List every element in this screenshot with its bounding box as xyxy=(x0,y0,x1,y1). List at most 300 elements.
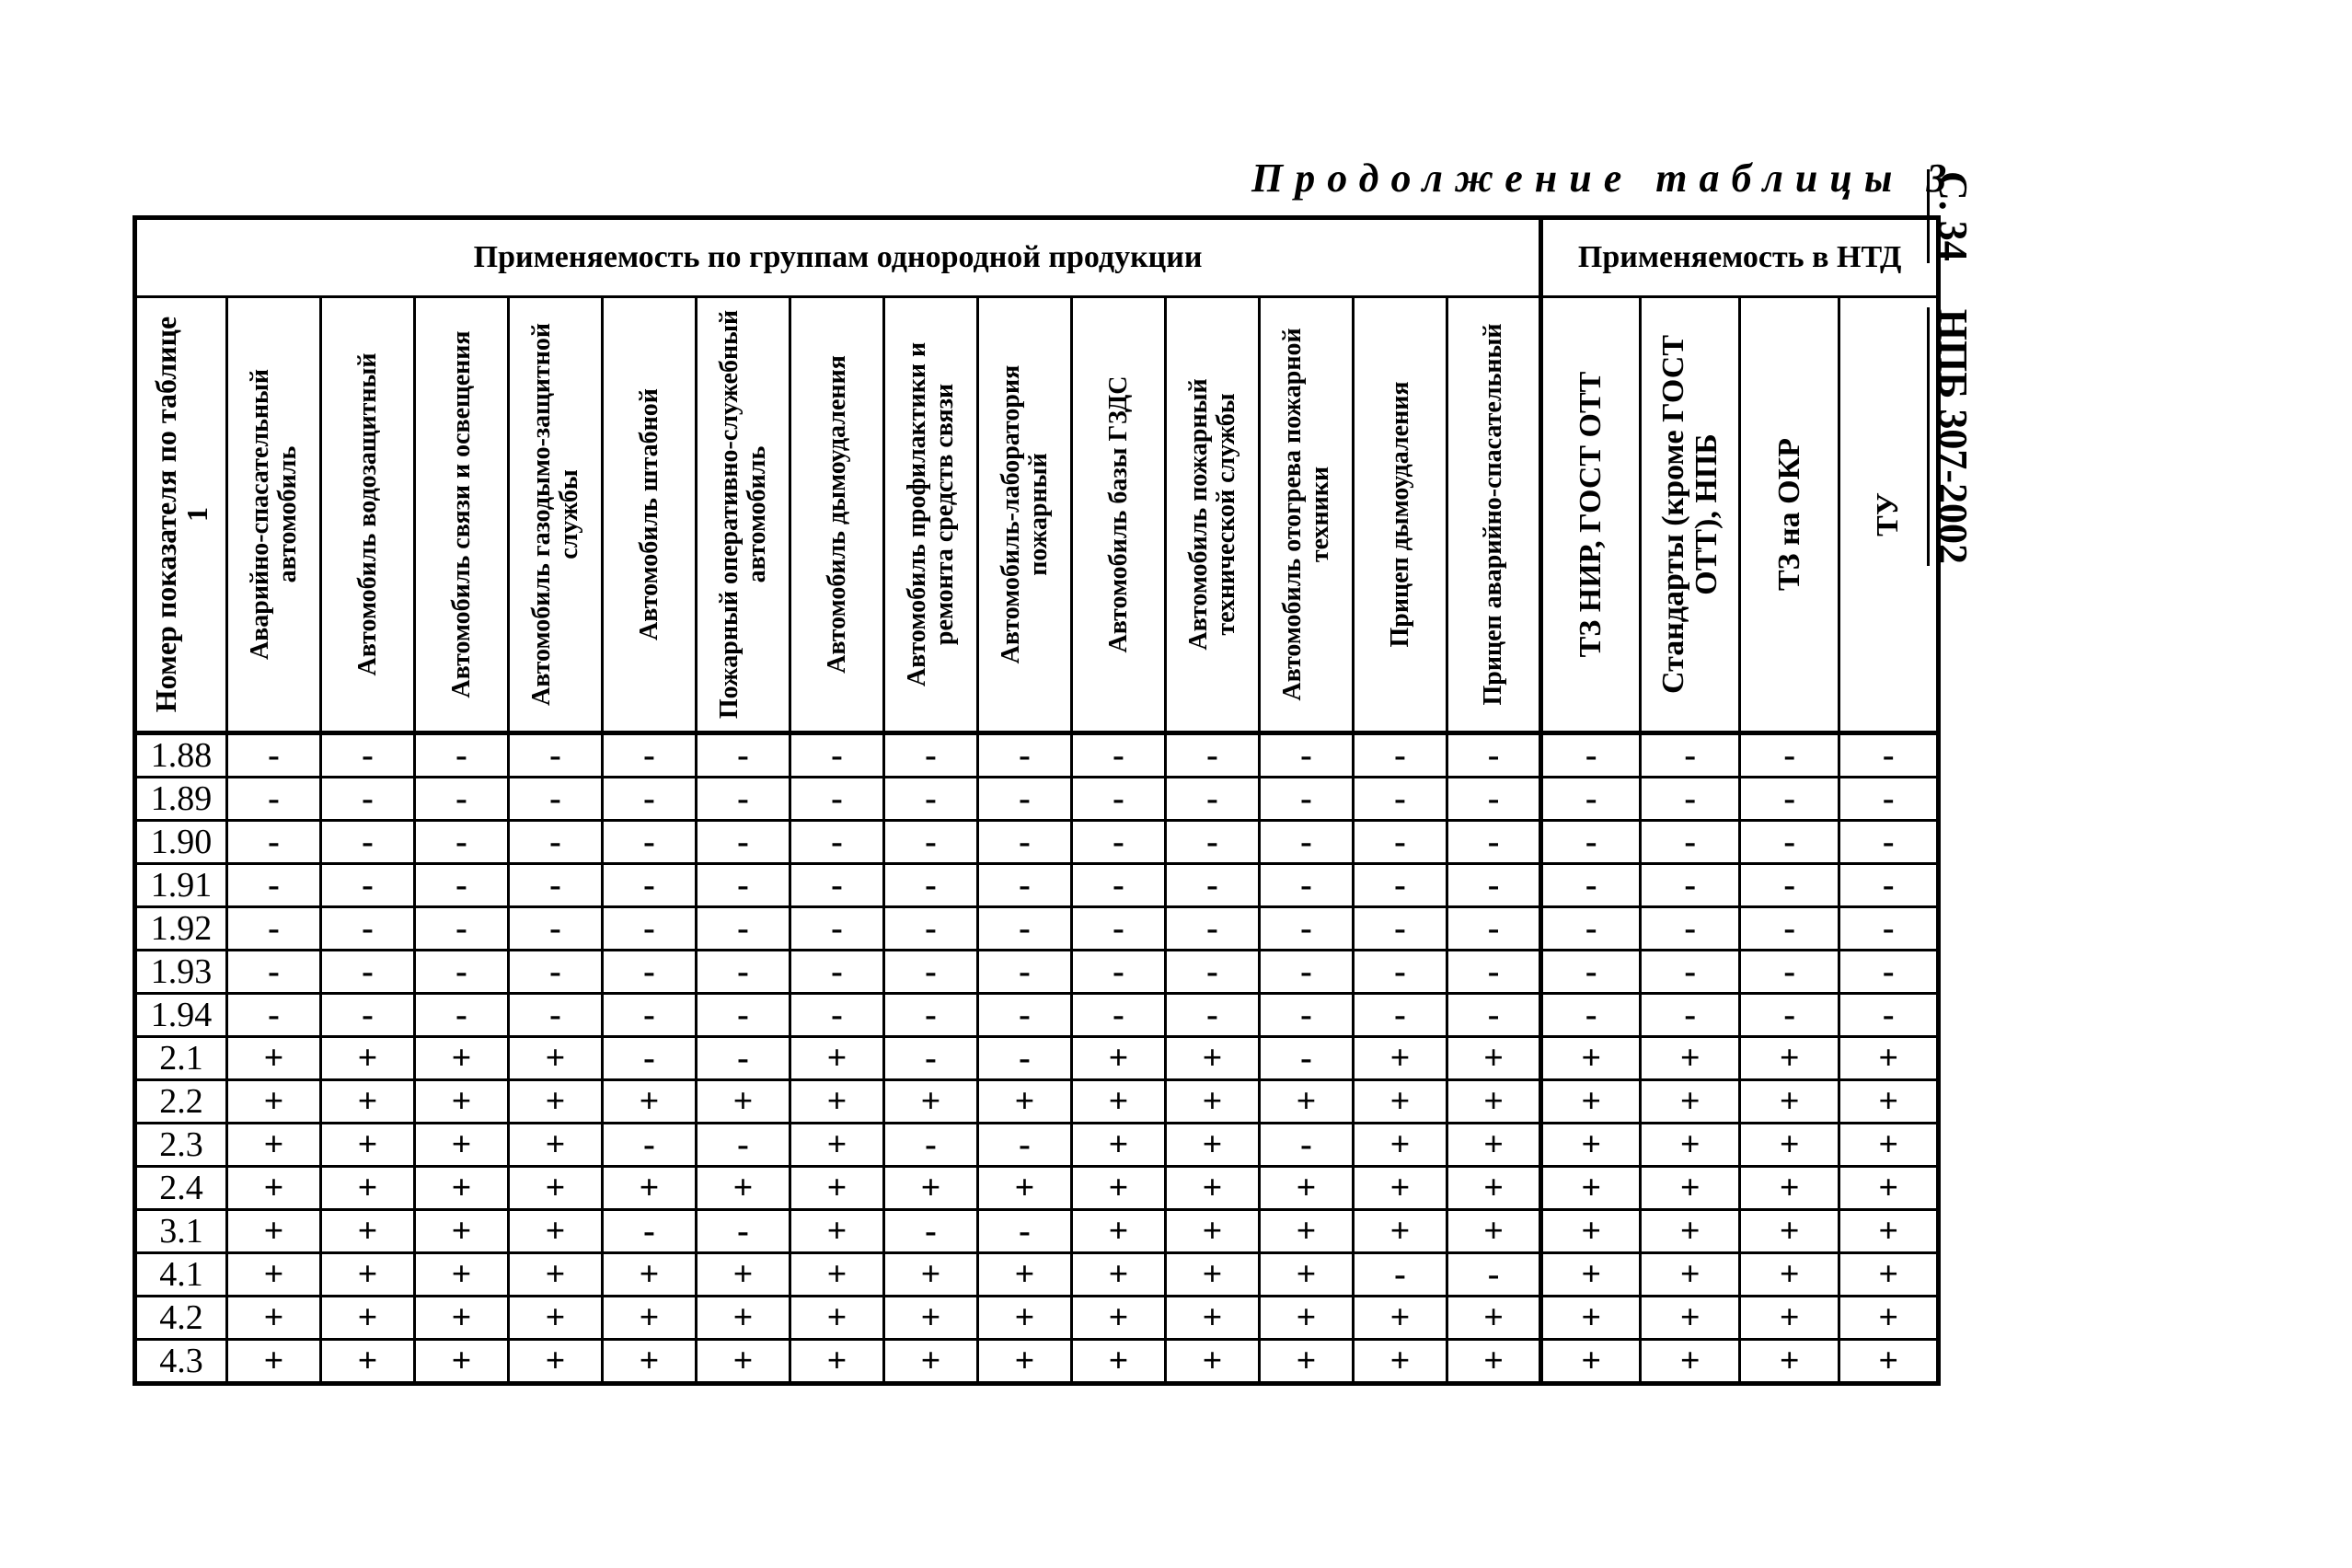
table-row xyxy=(135,1080,1939,1124)
column-header-label: Прицеп дымоудаления xyxy=(1385,381,1414,648)
applicability-cell: - xyxy=(978,1210,1072,1253)
applicability-cell: + xyxy=(1740,1340,1839,1384)
applicability-cell: + xyxy=(1260,1297,1354,1340)
applicability-cell: + xyxy=(1166,1080,1260,1124)
applicability-cell: + xyxy=(415,1167,509,1210)
applicability-cell: + xyxy=(321,1253,415,1297)
applicability-cell: - xyxy=(790,951,884,994)
applicability-cell: - xyxy=(1641,778,1740,821)
applicability-cell: + xyxy=(415,1210,509,1253)
applicability-cell: - xyxy=(978,864,1072,907)
column-header xyxy=(1166,297,1260,733)
applicability-cell: - xyxy=(790,994,884,1037)
applicability-cell: - xyxy=(1641,733,1740,778)
applicability-cell: - xyxy=(1641,994,1740,1037)
applicability-cell: - xyxy=(321,733,415,778)
applicability-cell: + xyxy=(1072,1167,1166,1210)
applicability-cell: - xyxy=(603,907,697,951)
applicability-cell: + xyxy=(227,1080,321,1124)
applicability-cell: + xyxy=(790,1253,884,1297)
applicability-cell: - xyxy=(697,994,790,1037)
applicability-cell: - xyxy=(603,821,697,864)
applicability-cell: - xyxy=(884,907,978,951)
applicability-cell: - xyxy=(1260,951,1354,994)
indicator-number: 4.2 xyxy=(135,1297,227,1340)
applicability-cell: - xyxy=(978,733,1072,778)
applicability-cell: - xyxy=(1541,821,1641,864)
applicability-cell: + xyxy=(509,1167,603,1210)
applicability-cell: + xyxy=(1354,1124,1447,1167)
applicability-cell: - xyxy=(603,994,697,1037)
indicator-number: 2.3 xyxy=(135,1124,227,1167)
applicability-cell: + xyxy=(1839,1080,1939,1124)
applicability-cell: - xyxy=(1354,907,1447,951)
applicability-cell: + xyxy=(1447,1210,1541,1253)
applicability-cell: + xyxy=(978,1167,1072,1210)
applicability-cell: + xyxy=(1541,1124,1641,1167)
applicability-cell: + xyxy=(697,1080,790,1124)
applicability-cell: - xyxy=(697,951,790,994)
applicability-cell: + xyxy=(978,1340,1072,1384)
applicability-cell: + xyxy=(415,1253,509,1297)
applicability-cell: - xyxy=(1740,733,1839,778)
applicability-cell: + xyxy=(978,1253,1072,1297)
applicability-cell: + xyxy=(415,1340,509,1384)
applicability-cell: - xyxy=(978,1037,1072,1080)
applicability-cell: - xyxy=(1541,994,1641,1037)
applicability-cell: + xyxy=(1740,1124,1839,1167)
applicability-cell: + xyxy=(603,1253,697,1297)
applicability-cell: + xyxy=(978,1297,1072,1340)
applicability-cell: - xyxy=(227,821,321,864)
applicability-cell: - xyxy=(1354,994,1447,1037)
column-header xyxy=(509,297,603,733)
applicability-cell: - xyxy=(1072,864,1166,907)
table-row xyxy=(135,1297,1939,1340)
column-header-label: Автомобиль штабной xyxy=(634,388,663,640)
applicability-cell: + xyxy=(1072,1080,1166,1124)
applicability-cell: - xyxy=(415,994,509,1037)
column-header-row xyxy=(135,297,1939,733)
applicability-cell: - xyxy=(978,821,1072,864)
applicability-cell: - xyxy=(415,778,509,821)
column-header-label: Номер показателя по таблице 1 xyxy=(149,316,213,713)
applicability-cell: - xyxy=(697,864,790,907)
column-header xyxy=(135,297,227,733)
applicability-cell: + xyxy=(884,1340,978,1384)
table-row xyxy=(135,1253,1939,1297)
applicability-cell: - xyxy=(1072,778,1166,821)
applicability-cell: - xyxy=(1166,907,1260,951)
table-row xyxy=(135,733,1939,778)
applicability-cell: - xyxy=(1641,951,1740,994)
applicability-cell: - xyxy=(415,733,509,778)
column-header xyxy=(1740,297,1839,733)
column-header-label: Прицеп аварийно-спасательный xyxy=(1479,323,1508,706)
applicability-cell: - xyxy=(321,994,415,1037)
applicability-cell: - xyxy=(1072,994,1166,1037)
applicability-cell: - xyxy=(603,778,697,821)
applicability-cell: + xyxy=(1072,1037,1166,1080)
applicability-cell: - xyxy=(1447,994,1541,1037)
applicability-cell: - xyxy=(1541,778,1641,821)
applicability-cell: + xyxy=(1072,1253,1166,1297)
column-header-label: Автомобиль связи и освещения xyxy=(446,330,476,698)
applicability-cell: - xyxy=(1839,778,1939,821)
applicability-cell: - xyxy=(1166,821,1260,864)
applicability-cell: - xyxy=(884,994,978,1037)
applicability-cell: + xyxy=(1354,1080,1447,1124)
applicability-cell: + xyxy=(884,1167,978,1210)
applicability-cell: - xyxy=(697,1037,790,1080)
column-header-label: Автомобиль дымоудаления xyxy=(822,355,851,674)
applicability-cell: - xyxy=(978,994,1072,1037)
applicability-cell: + xyxy=(790,1167,884,1210)
column-header-label: Аварийно-спасательный автомобиль xyxy=(245,368,302,661)
applicability-cell: - xyxy=(1541,951,1641,994)
applicability-table xyxy=(133,215,1941,1386)
indicator-number: 2.2 xyxy=(135,1080,227,1124)
applicability-cell: + xyxy=(884,1297,978,1340)
column-header-label: ТЗ НИР, ГОСТ ОТТ xyxy=(1574,371,1608,658)
column-header xyxy=(697,297,790,733)
applicability-cell: - xyxy=(1354,733,1447,778)
applicability-cell: - xyxy=(1166,951,1260,994)
applicability-cell: + xyxy=(1166,1210,1260,1253)
applicability-cell: - xyxy=(790,733,884,778)
applicability-cell: + xyxy=(1740,1210,1839,1253)
column-header xyxy=(884,297,978,733)
applicability-cell: - xyxy=(1260,1037,1354,1080)
applicability-cell: - xyxy=(1541,907,1641,951)
column-header-label: Автомобиль отогрева пожарной техники xyxy=(1277,328,1334,701)
applicability-cell: - xyxy=(1260,733,1354,778)
applicability-cell: + xyxy=(1641,1167,1740,1210)
applicability-cell: - xyxy=(603,1210,697,1253)
applicability-cell: - xyxy=(1541,733,1641,778)
applicability-cell: - xyxy=(1072,951,1166,994)
applicability-cell: - xyxy=(1166,864,1260,907)
applicability-cell: - xyxy=(509,994,603,1037)
applicability-cell: - xyxy=(978,951,1072,994)
table-row xyxy=(135,1124,1939,1167)
applicability-cell: - xyxy=(227,864,321,907)
applicability-cell: + xyxy=(790,1080,884,1124)
applicability-cell: - xyxy=(884,1037,978,1080)
indicator-number: 1.91 xyxy=(135,864,227,907)
indicator-number: 1.94 xyxy=(135,994,227,1037)
applicability-cell: + xyxy=(1740,1253,1839,1297)
column-header xyxy=(790,297,884,733)
applicability-cell: - xyxy=(603,1037,697,1080)
applicability-cell: + xyxy=(321,1297,415,1340)
indicator-number: 1.88 xyxy=(135,733,227,778)
applicability-cell: + xyxy=(1166,1167,1260,1210)
applicability-cell: + xyxy=(1354,1167,1447,1210)
applicability-cell: + xyxy=(1541,1253,1641,1297)
applicability-cell: - xyxy=(509,951,603,994)
applicability-cell: + xyxy=(790,1037,884,1080)
applicability-cell: - xyxy=(1740,951,1839,994)
applicability-cell: + xyxy=(509,1297,603,1340)
applicability-cell: + xyxy=(603,1297,697,1340)
column-header xyxy=(227,297,321,733)
applicability-cell: + xyxy=(1740,1297,1839,1340)
applicability-cell: + xyxy=(1641,1124,1740,1167)
applicability-cell: - xyxy=(790,778,884,821)
applicability-cell: - xyxy=(1447,1253,1541,1297)
applicability-cell: + xyxy=(884,1253,978,1297)
applicability-cell: + xyxy=(1447,1167,1541,1210)
applicability-cell: - xyxy=(1166,778,1260,821)
column-header-label: Автомобиль профилактики и ремонта средств связи xyxy=(902,341,959,687)
applicability-cell: - xyxy=(1447,733,1541,778)
indicator-number: 1.90 xyxy=(135,821,227,864)
indicator-number: 1.93 xyxy=(135,951,227,994)
applicability-cell: - xyxy=(321,951,415,994)
applicability-cell: + xyxy=(697,1297,790,1340)
indicator-number: 4.1 xyxy=(135,1253,227,1297)
applicability-cell: - xyxy=(697,1210,790,1253)
table-row xyxy=(135,1167,1939,1210)
applicability-cell: + xyxy=(321,1080,415,1124)
column-header xyxy=(415,297,509,733)
applicability-cell: + xyxy=(1839,1167,1939,1210)
applicability-cell: - xyxy=(1740,907,1839,951)
applicability-cell: + xyxy=(1072,1297,1166,1340)
applicability-cell: - xyxy=(978,1124,1072,1167)
applicability-cell: + xyxy=(1641,1297,1740,1340)
table-row xyxy=(135,778,1939,821)
applicability-cell: - xyxy=(1072,733,1166,778)
applicability-cell: - xyxy=(509,907,603,951)
indicator-number: 3.1 xyxy=(135,1210,227,1253)
applicability-cell: - xyxy=(509,821,603,864)
table-row xyxy=(135,1210,1939,1253)
applicability-cell: - xyxy=(884,821,978,864)
applicability-cell: - xyxy=(790,864,884,907)
applicability-cell: + xyxy=(697,1340,790,1384)
applicability-cell: + xyxy=(1447,1340,1541,1384)
applicability-cell: - xyxy=(1072,821,1166,864)
applicability-cell: + xyxy=(509,1037,603,1080)
column-header xyxy=(1447,297,1541,733)
applicability-cell: + xyxy=(1354,1297,1447,1340)
applicability-cell: + xyxy=(1740,1037,1839,1080)
column-header xyxy=(1260,297,1354,733)
table-caption: Продолжение таблицы 3 xyxy=(1251,156,1959,201)
applicability-cell: + xyxy=(1541,1210,1641,1253)
applicability-cell: - xyxy=(1641,907,1740,951)
applicability-cell: - xyxy=(1839,864,1939,907)
applicability-cell: + xyxy=(790,1297,884,1340)
applicability-cell: + xyxy=(1072,1340,1166,1384)
applicability-cell: - xyxy=(1641,821,1740,864)
applicability-cell: - xyxy=(1260,778,1354,821)
applicability-cell: + xyxy=(1541,1297,1641,1340)
applicability-cell: + xyxy=(227,1253,321,1297)
applicability-cell: + xyxy=(1740,1167,1839,1210)
applicability-cell: + xyxy=(227,1210,321,1253)
applicability-cell: + xyxy=(603,1340,697,1384)
applicability-cell: - xyxy=(978,907,1072,951)
column-header-label: Автомобиль пожарный технической службы xyxy=(1183,378,1240,651)
applicability-cell: + xyxy=(321,1340,415,1384)
applicability-cell: - xyxy=(884,778,978,821)
applicability-cell: + xyxy=(415,1037,509,1080)
applicability-cell: - xyxy=(415,864,509,907)
applicability-cell: + xyxy=(1641,1080,1740,1124)
applicability-cell: + xyxy=(509,1210,603,1253)
applicability-cell: + xyxy=(1260,1253,1354,1297)
applicability-cell: + xyxy=(978,1080,1072,1124)
applicability-cell: + xyxy=(227,1124,321,1167)
applicability-cell: + xyxy=(227,1167,321,1210)
page-number: С. 34 xyxy=(1927,169,1977,263)
applicability-cell: + xyxy=(1641,1037,1740,1080)
applicability-cell: + xyxy=(321,1210,415,1253)
column-header xyxy=(1354,297,1447,733)
applicability-cell: + xyxy=(1447,1297,1541,1340)
applicability-cell: + xyxy=(321,1167,415,1210)
applicability-cell: + xyxy=(1641,1253,1740,1297)
applicability-cell: - xyxy=(1260,994,1354,1037)
applicability-cell: - xyxy=(509,864,603,907)
applicability-cell: + xyxy=(1260,1080,1354,1124)
applicability-cell: + xyxy=(227,1037,321,1080)
applicability-cell: + xyxy=(790,1124,884,1167)
applicability-cell: + xyxy=(1072,1124,1166,1167)
applicability-cell: - xyxy=(1839,821,1939,864)
table-row xyxy=(135,1037,1939,1080)
table-row xyxy=(135,1340,1939,1384)
table-row xyxy=(135,951,1939,994)
indicator-number: 2.1 xyxy=(135,1037,227,1080)
applicability-cell: - xyxy=(790,821,884,864)
applicability-cell: - xyxy=(1447,821,1541,864)
applicability-cell: - xyxy=(1839,994,1939,1037)
applicability-cell: + xyxy=(1260,1340,1354,1384)
applicability-cell: + xyxy=(415,1297,509,1340)
applicability-cell: - xyxy=(790,907,884,951)
column-header-label: Автомобиль базы ГЗДС xyxy=(1103,375,1133,653)
applicability-cell: - xyxy=(1447,951,1541,994)
column-header-label: Автомобиль-лаборатория пожарный xyxy=(996,364,1053,664)
applicability-cell: + xyxy=(1166,1297,1260,1340)
applicability-cell: - xyxy=(415,907,509,951)
applicability-cell: - xyxy=(415,821,509,864)
applicability-cell: + xyxy=(1839,1340,1939,1384)
indicator-number: 4.3 xyxy=(135,1340,227,1384)
group-header-products: Применяемость по группам однородной продукции xyxy=(135,218,1541,297)
applicability-cell: - xyxy=(1447,864,1541,907)
applicability-cell: - xyxy=(509,778,603,821)
applicability-cell: + xyxy=(697,1167,790,1210)
applicability-cell: - xyxy=(1839,951,1939,994)
applicability-cell: - xyxy=(1740,994,1839,1037)
applicability-cell: - xyxy=(1447,907,1541,951)
applicability-cell: - xyxy=(697,1124,790,1167)
applicability-cell: + xyxy=(1166,1253,1260,1297)
applicability-cell: + xyxy=(1354,1340,1447,1384)
applicability-cell: - xyxy=(227,994,321,1037)
column-header xyxy=(603,297,697,733)
applicability-cell: - xyxy=(321,864,415,907)
applicability-cell: + xyxy=(1541,1167,1641,1210)
column-header xyxy=(1839,297,1939,733)
applicability-cell: - xyxy=(1354,864,1447,907)
group-header-ntd: Применяемость в НТД xyxy=(1541,218,1939,297)
applicability-cell: + xyxy=(509,1253,603,1297)
applicability-cell: + xyxy=(1447,1124,1541,1167)
applicability-cell: - xyxy=(697,733,790,778)
applicability-cell: + xyxy=(1354,1210,1447,1253)
applicability-cell: - xyxy=(1541,864,1641,907)
applicability-cell: - xyxy=(1260,1124,1354,1167)
applicability-cell: - xyxy=(1839,733,1939,778)
applicability-cell: - xyxy=(227,778,321,821)
applicability-cell: + xyxy=(1541,1037,1641,1080)
applicability-cell: + xyxy=(1354,1037,1447,1080)
applicability-cell: - xyxy=(1354,821,1447,864)
applicability-cell: - xyxy=(1260,907,1354,951)
applicability-cell: - xyxy=(321,821,415,864)
applicability-cell: + xyxy=(1447,1037,1541,1080)
table-row xyxy=(135,821,1939,864)
column-header-label: Пожарный оперативно-служебный автомобиль xyxy=(714,309,771,720)
applicability-cell: - xyxy=(884,951,978,994)
applicability-cell: - xyxy=(603,864,697,907)
applicability-cell: - xyxy=(1072,907,1166,951)
applicability-cell: - xyxy=(1354,1253,1447,1297)
applicability-cell: - xyxy=(1166,733,1260,778)
applicability-cell: + xyxy=(1839,1297,1939,1340)
applicability-cell: + xyxy=(790,1210,884,1253)
applicability-cell: - xyxy=(697,778,790,821)
applicability-cell: + xyxy=(697,1253,790,1297)
applicability-cell: - xyxy=(1166,994,1260,1037)
applicability-cell: - xyxy=(1740,864,1839,907)
applicability-cell: - xyxy=(1740,778,1839,821)
applicability-cell: + xyxy=(1839,1253,1939,1297)
applicability-cell: - xyxy=(415,951,509,994)
column-header xyxy=(978,297,1072,733)
applicability-cell: - xyxy=(1260,821,1354,864)
applicability-cell: - xyxy=(884,733,978,778)
applicability-cell: - xyxy=(509,733,603,778)
applicability-cell: + xyxy=(884,1080,978,1124)
applicability-cell: + xyxy=(1541,1080,1641,1124)
applicability-cell: + xyxy=(1166,1340,1260,1384)
column-header-label: ТЗ на ОКР xyxy=(1771,437,1806,592)
applicability-cell: + xyxy=(227,1297,321,1340)
table-row xyxy=(135,907,1939,951)
table-body xyxy=(135,733,1939,1384)
column-header-label: Автомобиль водозащитный xyxy=(352,352,382,676)
applicability-cell: + xyxy=(1072,1210,1166,1253)
applicability-cell: + xyxy=(1740,1080,1839,1124)
applicability-cell: + xyxy=(1541,1340,1641,1384)
applicability-cell: - xyxy=(697,821,790,864)
applicability-cell: - xyxy=(884,1210,978,1253)
applicability-cell: - xyxy=(884,864,978,907)
applicability-cell: + xyxy=(415,1080,509,1124)
applicability-cell: + xyxy=(509,1080,603,1124)
applicability-cell: - xyxy=(603,1124,697,1167)
applicability-cell: + xyxy=(1166,1037,1260,1080)
column-header xyxy=(1072,297,1166,733)
applicability-cell: + xyxy=(1839,1124,1939,1167)
